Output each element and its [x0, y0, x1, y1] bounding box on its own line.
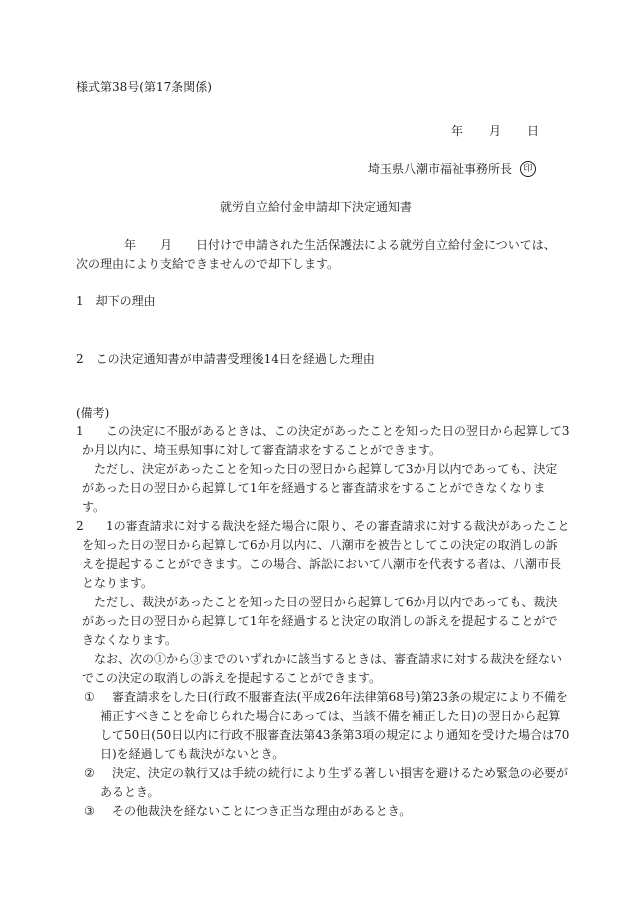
form-number: 様式第38号(第17条関係) — [76, 80, 212, 94]
subitem-mark: ③ — [84, 804, 95, 818]
text-line: 日)を経過しても裁決がないとき。 — [100, 747, 285, 761]
subitem-body — [84, 764, 569, 802]
issuer-name: 埼玉県八潮市福祉事務所長 — [368, 162, 513, 176]
text-line: か月以内に、埼玉県知事に対して審査請求をすることができます。 — [82, 443, 442, 457]
text-line: あるとき。 — [100, 785, 160, 799]
intro-paragraph — [76, 236, 556, 274]
text-line: 補正すべきことを命じられた場合にあっては、当該不備を補正した日)の翌日から起算 — [100, 709, 561, 723]
text-line: でこの決定の取消しの訴えを提起することができます。 — [82, 671, 382, 685]
remarks-item-body — [76, 422, 570, 441]
remarks-item-body — [76, 517, 570, 536]
intro-line-1: 年 月 日付けで申請された生活保護法による就労自立給付金については、 — [76, 238, 556, 252]
text-line: となります。 — [82, 576, 154, 590]
text-line: があった日の翌日から起算して1年を経過すると決定の取消しの訴えを提起することがで — [82, 614, 558, 628]
remarks-subitem-1 — [76, 688, 570, 764]
text-line: ただし、裁決があったことを知った日の翌日から起算して6か月以内であっても、裁決 — [82, 595, 558, 609]
remarks-subitem-3 — [76, 802, 556, 821]
subitem-mark: ① — [84, 690, 95, 704]
remarks-item-1 — [76, 422, 570, 517]
seal-icon: 印 — [520, 161, 536, 177]
remarks-heading: (備考) — [76, 406, 110, 420]
section-delay-reason: 2 この決定通知書が申請書受理後14日を経過した理由 — [76, 352, 375, 366]
text-line: 審査請求をした日(行政不服審査法(平成26年法律第68号)第23条の規定により不備を — [100, 690, 568, 704]
text-line: 決定、決定の執行又は手続の続行により生ずる著しい損害を避けるため緊急の必要が — [100, 766, 569, 780]
text-line: して50日(50日以内に行政不服審査法第43条第3項の規定により通知を受けた場合は70 — [100, 728, 570, 742]
remarks-item-number: 1 — [76, 424, 84, 438]
issuer — [368, 160, 536, 179]
date-day: 日 — [527, 124, 540, 138]
text-line: えを提起することができます。この場合、訴訟において八潮市を代表する者は、八潮市長 — [82, 557, 562, 571]
remarks-subitem-2 — [76, 764, 569, 802]
text-line: この決定に不服があるときは、この決定があったことを知った日の翌日から起算して3 — [94, 424, 570, 438]
intro-line-2: 次の理由により支給できませんので却下します。 — [76, 257, 340, 271]
remarks-item-number: 2 — [76, 519, 84, 533]
text-line: を知った日の翌日から起算して6か月以内に、八潮市を被告としてこの決定の取消しの訴 — [82, 538, 558, 552]
remarks-item-body-cont — [76, 536, 563, 688]
text-line: きなくなります。 — [82, 633, 178, 647]
date-year: 年 — [451, 124, 464, 138]
page-title: 就労自立給付金申請却下決定通知書 — [220, 200, 413, 214]
remarks-item-2 — [76, 517, 570, 688]
subitem-body — [84, 688, 570, 764]
text-line: その他裁決を経ないことにつき正当な理由があるとき。 — [100, 804, 412, 818]
subitem-body — [84, 802, 556, 821]
text-line: があった日の翌日から起算して1年を経過すると審査請求をすることができなくなりま — [82, 481, 546, 495]
date-month: 月 — [489, 124, 502, 138]
text-line: 1の審査請求に対する裁決を経た場合に限り、その審査請求に対する裁決があったこと — [94, 519, 570, 533]
subitem-mark: ② — [84, 766, 95, 780]
text-line: ただし、決定があったことを知った日の翌日から起算して3か月以内であっても、決定 — [82, 462, 558, 476]
text-line: なお、次の①から③までのいずれかに該当するときは、審査請求に対する裁決を経ない — [82, 652, 563, 666]
remarks-list — [76, 422, 570, 821]
date-line — [451, 122, 539, 141]
text-line: す。 — [82, 500, 106, 514]
section-reason: 1 却下の理由 — [76, 294, 156, 308]
remarks-item-body-cont — [76, 441, 556, 517]
